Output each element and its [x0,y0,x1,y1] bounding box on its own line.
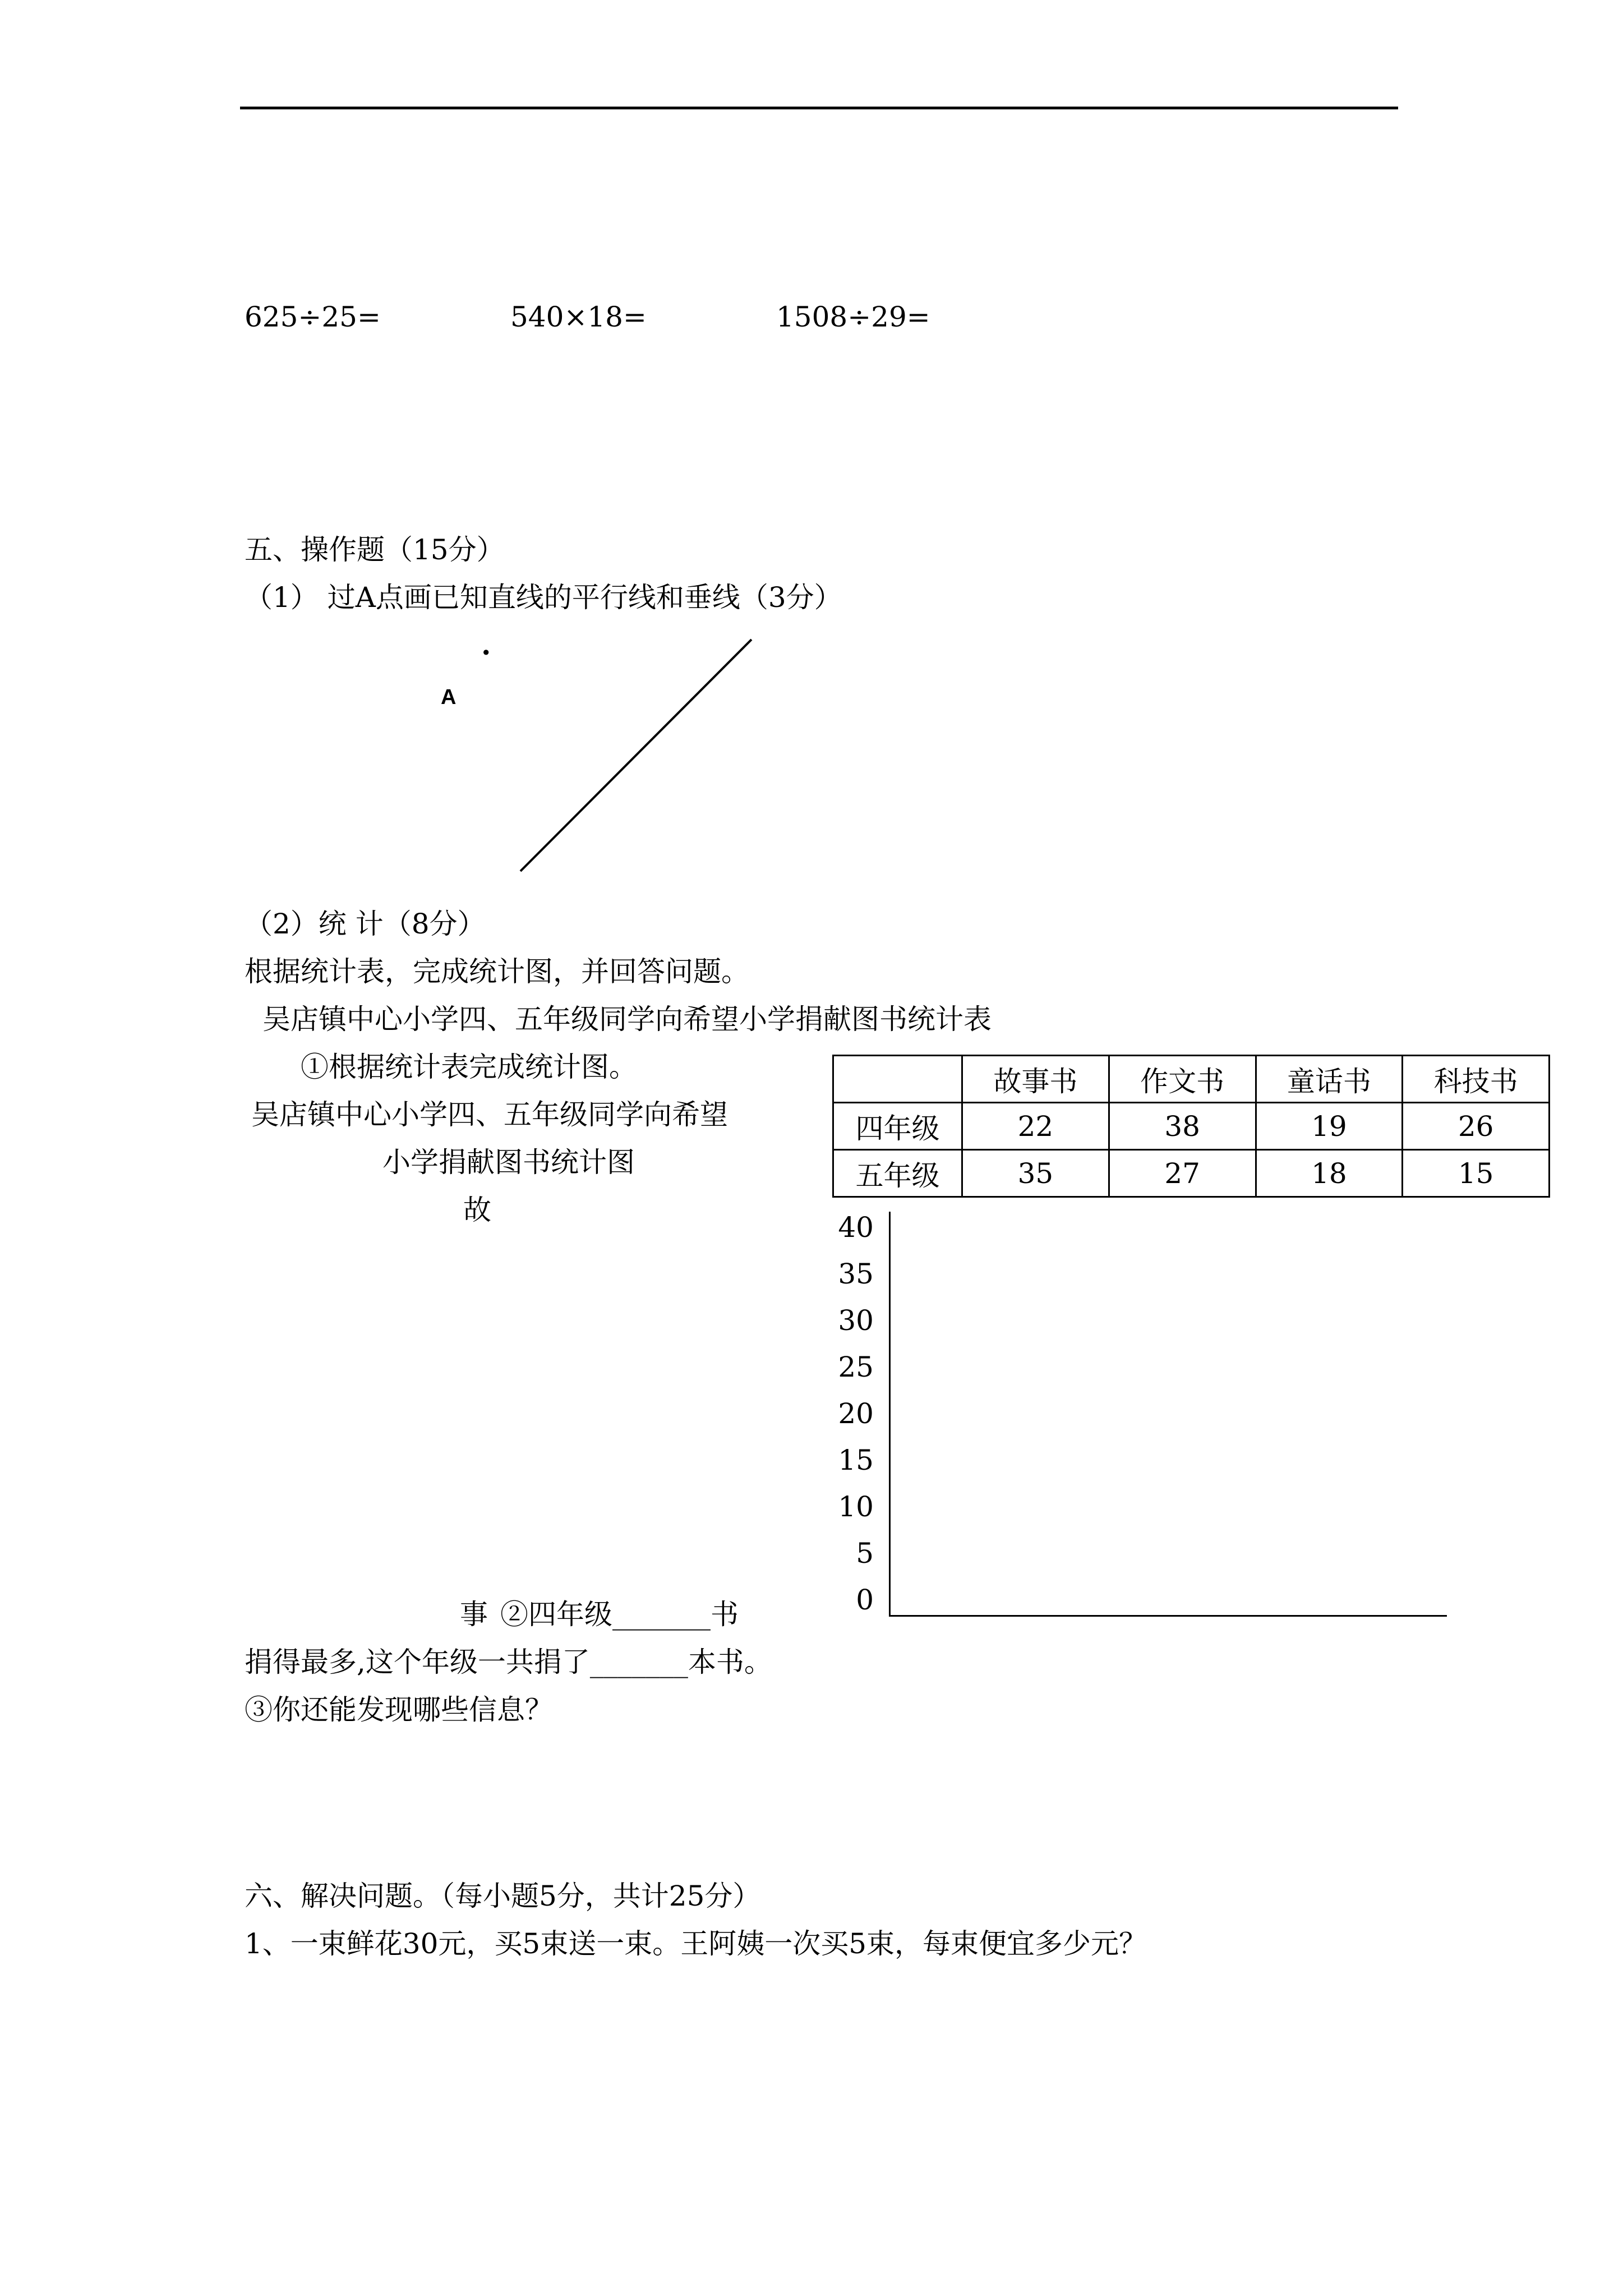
section5-q2-instruction: 根据统计表，完成统计图，并回答问题。 [245,955,749,988]
section5-title: 五、操作题（15分） [245,533,505,566]
table-header-cell: 故事书 [962,1056,1109,1103]
calc-item-1: 625÷25= [245,301,381,333]
table-header-cell: 科技书 [1403,1056,1550,1103]
y-tick-label: 40 [838,1211,874,1244]
given-line-segment [520,639,751,871]
stats-table [832,1055,1550,1198]
y-tick-label: 0 [856,1584,874,1616]
y-tick-label: 30 [838,1304,874,1337]
section6-title: 六、解决问题。（每小题5分，共计25分） [245,1880,761,1912]
stray-char-shi: 事 [460,1598,488,1631]
y-tick-label: 20 [838,1397,874,1430]
table-cell: 四年级 [833,1103,962,1150]
calc-item-2: 540×18= [510,301,647,333]
chart-x-axis [889,1615,1447,1617]
table-header-cell: 作文书 [1109,1056,1256,1103]
chart-title-line2: 小学捐献图书统计图 [382,1146,635,1179]
table-cell: 27 [1109,1150,1256,1197]
table-header-cell [833,1056,962,1103]
sub-question-2-part1: ②四年级_______书 [500,1598,739,1631]
table-cell: 五年级 [833,1150,962,1197]
chart-title-line1: 吴店镇中心小学四、五年级同学向希望 [251,1098,728,1131]
table-cell: 18 [1256,1150,1403,1197]
y-tick-label: 35 [838,1258,874,1290]
calc-item-3: 1508÷29= [776,301,930,333]
table-cell: 35 [962,1150,1109,1197]
sub-question-1: ①根据统计表完成统计图。 [301,1051,637,1083]
point-a-label: A [441,685,457,709]
sub-question-2-part2: 捐得最多,这个年级一共捐了_______本书。 [245,1646,772,1678]
point-a-dot: . [481,628,491,661]
section5-q2-title: （2）统 计（8分） [245,908,486,940]
table-header-cell: 童话书 [1256,1056,1403,1103]
table-cell: 22 [962,1103,1109,1150]
y-tick-label: 5 [856,1537,874,1570]
y-tick-label: 10 [838,1490,874,1523]
stray-char-gu: 故 [463,1194,491,1226]
table-cell: 15 [1403,1150,1550,1197]
section6-q1: 1、一束鲜花30元，买5束送一束。王阿姨一次买5束，每束便宜多少元？ [245,1927,1147,1960]
table-row [833,1150,1550,1197]
section5-q1: （1） 过A点画已知直线的平行线和垂线（3分） [245,581,842,614]
table-header-row [833,1056,1550,1103]
y-tick-label: 15 [838,1444,874,1476]
table-row [833,1103,1550,1150]
y-tick-label: 25 [838,1351,874,1383]
table-cell: 38 [1109,1103,1256,1150]
table-cell: 19 [1256,1103,1403,1150]
sub-question-3: ③你还能发现哪些信息？ [245,1694,553,1726]
chart-y-axis [889,1212,891,1617]
table-cell: 26 [1403,1103,1550,1150]
stats-table-title: 吴店镇中心小学四、五年级同学向希望小学捐献图书统计表 [262,1003,992,1036]
